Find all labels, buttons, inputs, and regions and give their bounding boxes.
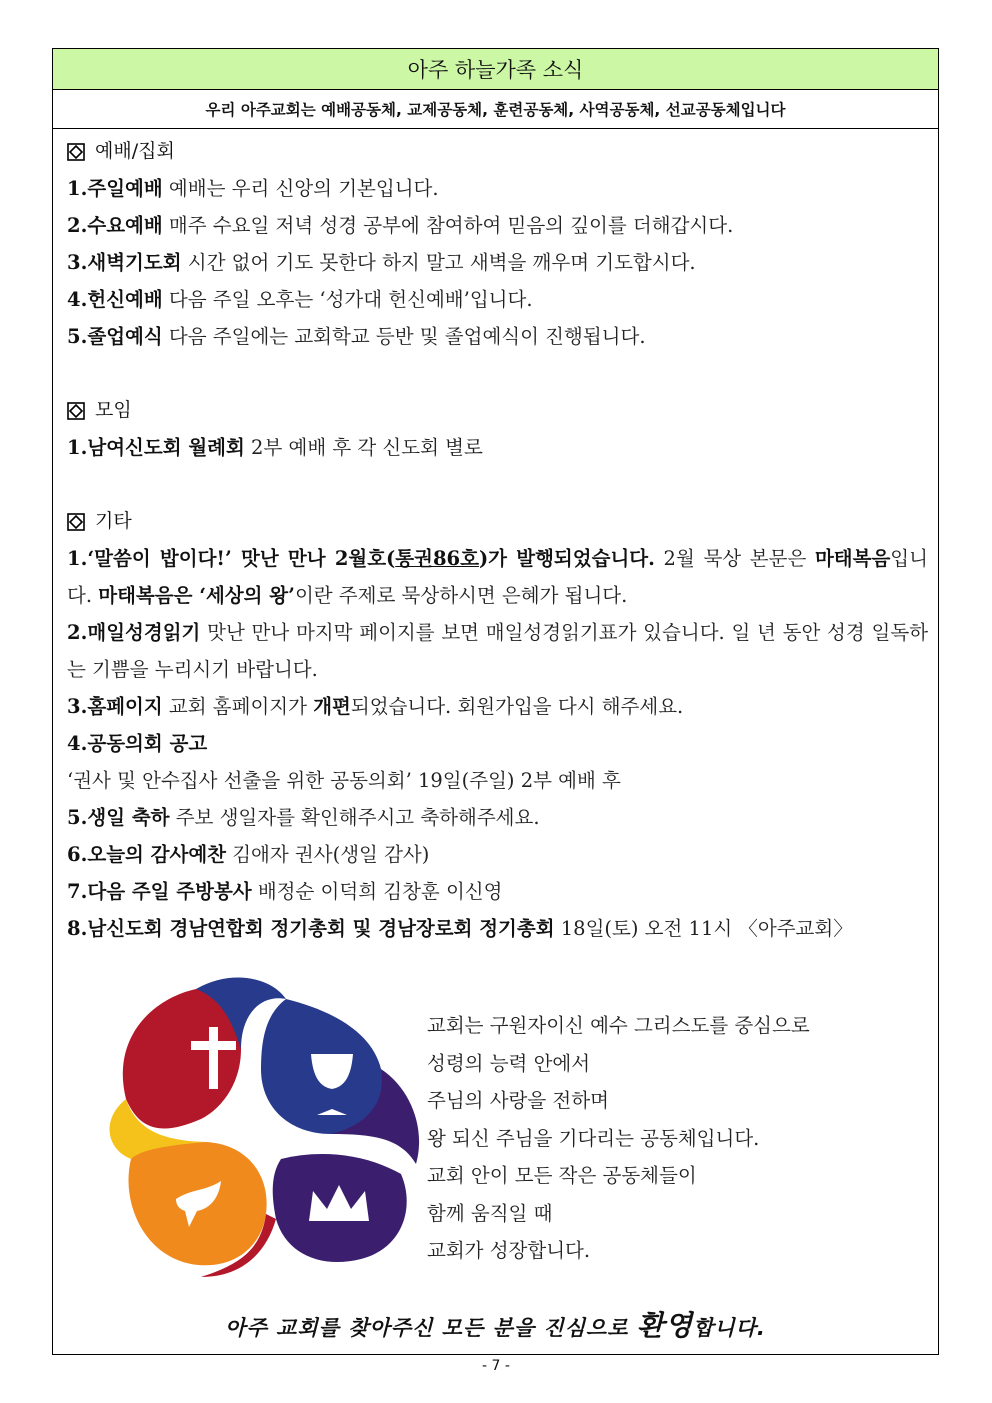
section-heading-etc — [67, 503, 928, 540]
news-content — [53, 129, 938, 947]
list-item: 8.남신도회 경남연합회 정기총회 및 경남장로회 정기총회 18일(토) 오전 11시 〈아주교회〉 — [67, 917, 853, 940]
square-diamond-bullet-icon — [67, 513, 85, 531]
list-item: 7.다음 주일 주방봉사 배정순 이덕희 김창훈 이신영 — [67, 880, 503, 903]
list-item: 2.수요예배 매주 수요일 저녁 성경 공부에 참여하여 믿음의 깊이를 더해갑시다. — [67, 214, 734, 237]
list-item: 4.헌신예배 다음 주일 오후는 ‘성가대 헌신예배’입니다. — [67, 288, 533, 311]
mission-line: 함께 움직일 때 — [427, 1201, 553, 1225]
section-heading-label: 기타 — [95, 510, 132, 532]
list-item: 1.주일예배 예배는 우리 신앙의 기본입니다. — [67, 177, 439, 200]
page-subtitle: 우리 아주교회는 예배공동체, 교제공동체, 훈련공동체, 사역공동체, 선교공동체입니다 — [53, 90, 938, 129]
list-item: 5.졸업예식 다음 주일에는 교회학교 등반 및 졸업예식이 진행됩니다. — [67, 325, 646, 348]
section-heading-meeting — [67, 392, 928, 429]
section-heading-label: 예배/집회 — [95, 140, 175, 162]
list-item: 4.공동의회 공고 — [67, 732, 208, 755]
section-heading-label: 모임 — [95, 399, 132, 421]
welcome-message: 아주 교회를 찾아주신 모든 분을 진심으로 환영합니다. — [225, 1309, 766, 1342]
square-diamond-bullet-icon — [67, 402, 85, 420]
mission-line: 교회가 성장합니다. — [427, 1239, 591, 1262]
list-item: 6.오늘의 감사예찬 김애자 권사(생일 감사) — [67, 843, 430, 866]
page-number: - 7 - — [482, 1358, 510, 1374]
section-heading-worship — [67, 133, 928, 170]
list-item: 2.매일성경읽기 맛난 만나 마지막 페이지를 보면 매일성경읽기표가 있습니다. 일 년 동안 성경 일독하는 기쁨을 누리시기 바랍니다. — [67, 621, 928, 681]
list-item: ‘권사 및 안수집사 선출을 위한 공동의회’ 19일(주일) 2부 예배 후 — [67, 769, 621, 792]
mission-line: 성령의 능력 안에서 — [427, 1051, 591, 1075]
list-item: 5.생일 축하 주보 생일자를 확인해주시고 축하해주세요. — [67, 806, 540, 829]
list-item: 1.‘말씀이 밥이다!’ 맛난 만나 2월호(통권86호)가 발행되었습니다. 2월 묵상 본문은 마태복음입니다. 마태복음은 ‘세상의 왕’이란 주제로 묵상하시면 은혜가 됩니다. — [67, 547, 928, 607]
list-item: 1.남여신도회 월례회 2부 예배 후 각 신도회 별로 — [67, 436, 483, 459]
mission-line: 교회 안이 모든 작은 공동체들이 — [427, 1164, 697, 1187]
news-frame — [52, 48, 939, 1355]
list-item: 3.새벽기도회 시간 없어 기도 못한다 하지 말고 새벽을 깨우며 기도합시다. — [67, 251, 696, 274]
square-diamond-bullet-icon — [67, 143, 85, 161]
page-title: 아주 하늘가족 소식 — [53, 49, 938, 90]
mission-line: 교회는 구원자이신 예수 그리스도를 중심으로 — [427, 1014, 810, 1037]
mission-line: 주님의 사랑을 전하며 — [427, 1089, 609, 1112]
church-logo — [81, 959, 441, 1279]
mission-statement — [427, 1007, 810, 1270]
list-item: 3.홈페이지 교회 홈페이지가 개편되었습니다. 회원가입을 다시 해주세요. — [67, 695, 684, 718]
mission-line: 왕 되신 주님을 기다리는 공동체입니다. — [427, 1126, 760, 1150]
